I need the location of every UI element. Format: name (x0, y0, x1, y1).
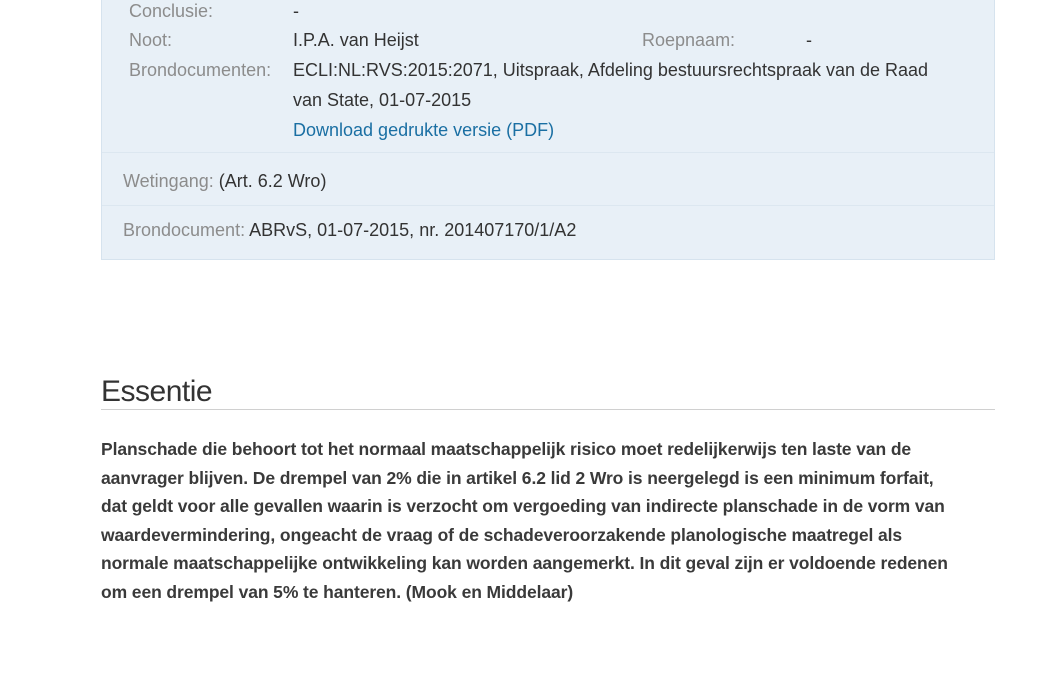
meta-divider (102, 205, 994, 206)
roepnaam-value-cell (806, 25, 812, 55)
roepnaam-value: - (806, 30, 812, 50)
conclusie-row (129, 0, 213, 26)
roepnaam-label: Roepnaam: (642, 30, 736, 50)
wetingang-row (123, 166, 326, 196)
noot-value: I.P.A. van Heijst (293, 30, 419, 50)
brondocument-label: Brondocument: (123, 220, 246, 240)
essentie-line: normale maatschappelijke ontwikkeling kan worden aangemerkt. In dit geval zijn er voldoende redenen (101, 553, 948, 573)
noot-value-cell (293, 25, 419, 55)
brondocumenten-label: Brondocumenten: (129, 60, 272, 80)
essentie-paragraph (101, 435, 995, 606)
brondocument-row (123, 215, 576, 245)
essentie-line: om een drempel van 5% te hanteren. (Mook en Middelaar) (101, 581, 574, 602)
heading-rule (101, 409, 995, 410)
brondocumenten-line1: ECLI:NL:RVS:2015:2071, Uitspraak, Afdeling bestuursrechtspraak van de Raad (293, 60, 929, 80)
download-link-cell (293, 115, 554, 145)
essentie-heading: Essentie (101, 375, 213, 408)
essentie-line: dat geldt voor alle gevallen waarin is verzocht om vergoeding van indirecte planschade in de vorm van (101, 496, 945, 516)
conclusie-value-cell (293, 0, 299, 26)
essentie-line: Planschade die behoort tot het normaal maatschappelijk risico moet redelijkerwijs ten laste van de (101, 439, 912, 459)
noot-row (129, 25, 172, 55)
conclusie-label: Conclusie: (129, 1, 214, 21)
brondocumenten-line2: van State, 01-07-2015 (293, 90, 472, 110)
wetingang-label: Wetingang: (123, 171, 214, 191)
essentie-line: aanvrager blijven. De drempel van 2% die in artikel 6.2 lid 2 Wro is neergelegd is een minimum forfait, (101, 467, 934, 488)
brondocumenten-line2-cell (293, 85, 471, 115)
meta-divider (102, 152, 994, 153)
brondocument-value: ABRvS, 01-07-2015, nr. 201407170/1/A2 (249, 220, 577, 240)
brondocumenten-row (129, 55, 271, 85)
brondocumenten-line1-cell (293, 55, 928, 85)
download-pdf-link[interactable]: Download gedrukte versie (PDF) (293, 120, 555, 140)
wetingang-value: (Art. 6.2 Wro) (218, 171, 327, 191)
metadata-panel (101, 0, 995, 260)
noot-label: Noot: (129, 30, 173, 50)
roepnaam-row (642, 25, 735, 55)
conclusie-value: - (293, 1, 299, 21)
essentie-line: waardevermindering, ongeacht de vraag of de schadeveroorzakende planologische maatregel als (101, 524, 903, 545)
